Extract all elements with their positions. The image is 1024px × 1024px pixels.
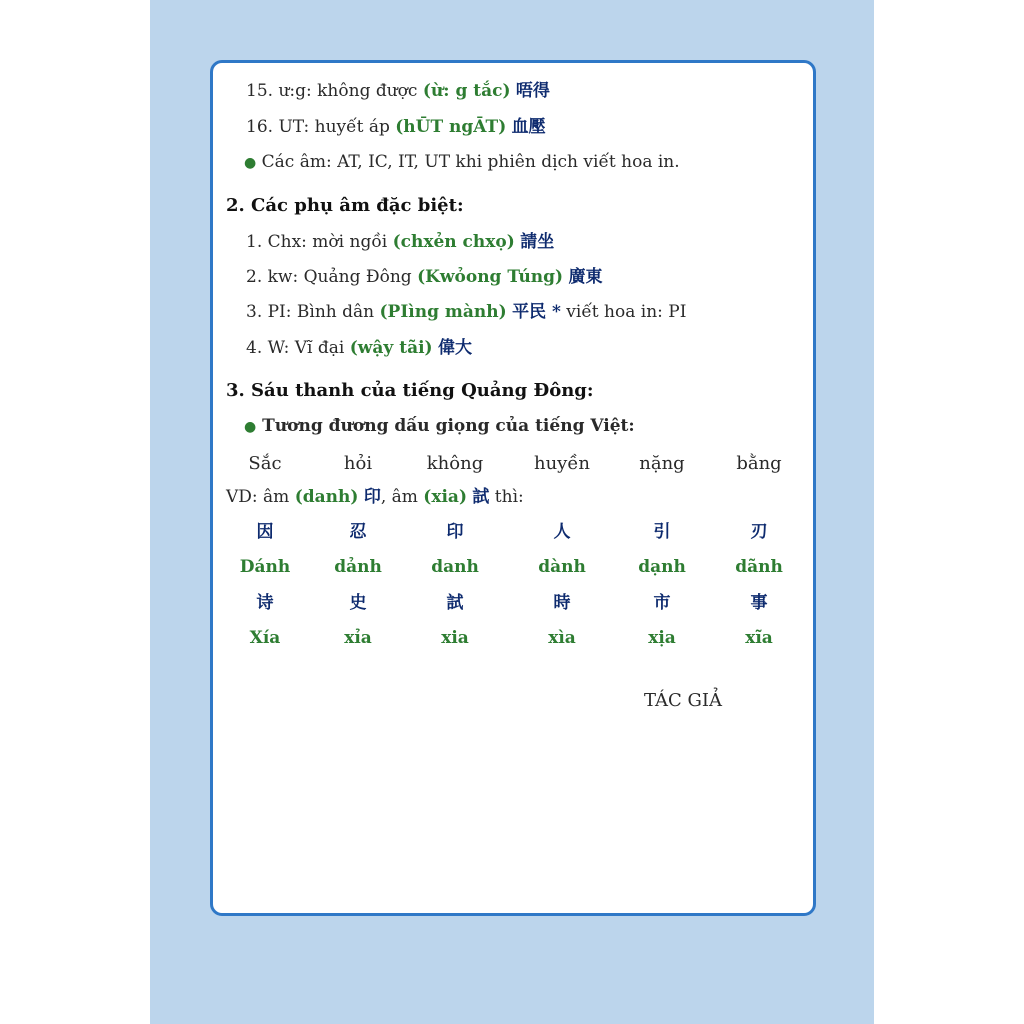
tone-romanization: xịa <box>648 628 676 648</box>
consonant-item-2 <box>246 266 603 288</box>
section-3-title: 3. Sáu thanh của tiếng Quảng Đông: <box>226 380 594 401</box>
example-line <box>226 486 524 508</box>
item-text: 4. W: Vĩ đại <box>246 338 350 358</box>
tone-char: 事 <box>750 593 768 613</box>
tone-name: Sắc <box>248 453 282 474</box>
tone-romanization: Dánh <box>239 557 291 577</box>
example-chinese: 試 <box>472 487 490 507</box>
vowel-item-15 <box>246 80 550 102</box>
consonant-item-4 <box>246 337 472 359</box>
tone-romanization: dành <box>538 557 586 577</box>
item-romanization: (Kwỏong Túng) <box>417 267 564 287</box>
tone-char: 引 <box>653 522 671 542</box>
bullet-icon: ● <box>244 419 257 435</box>
tone-char: 刃 <box>750 522 768 542</box>
item-text: 1. Chx: mời ngồi <box>246 232 393 252</box>
tone-char: 因 <box>256 522 274 542</box>
tone-romanization: dảnh <box>334 557 382 577</box>
tone-char: 試 <box>446 593 464 613</box>
tone-name: huyền <box>533 453 591 474</box>
tone-romanization: Xía <box>249 628 281 648</box>
tone-char: 時 <box>553 593 571 613</box>
tone-romanization: dãnh <box>735 557 783 577</box>
section-2-title: 2. Các phụ âm đặc biệt: <box>226 195 464 216</box>
tone-char: 诗 <box>256 593 274 613</box>
tone-romanization: xĩa <box>745 628 773 648</box>
item-chinese: 偉大 <box>438 338 472 358</box>
tone-romanization: xỉa <box>344 628 372 648</box>
example-romanization: (xia) <box>423 487 467 507</box>
item-romanization: (chxẻn chxọ) <box>392 232 515 252</box>
tone-char: 市 <box>653 593 671 613</box>
tone-romanization: xia <box>441 628 469 648</box>
item-romanization: (wậy tãi) <box>349 338 433 358</box>
consonant-item-3 <box>246 301 686 323</box>
item-chinese: 平民 * <box>512 302 561 322</box>
tone-char: 忍 <box>349 522 367 542</box>
vowel-item-16 <box>246 116 546 138</box>
item-text: 16. UT: huyết áp <box>246 117 396 137</box>
section-3-subtitle <box>244 415 635 438</box>
tone-char: 人 <box>553 522 571 542</box>
item-chinese: 唔得 <box>515 81 550 101</box>
item-text: 15. ư:g: không được <box>246 81 423 101</box>
item-text: 3. PI: Bình dân <box>246 302 380 322</box>
tone-romanization: danh <box>431 557 479 577</box>
item-chinese: 血壓 <box>511 117 546 137</box>
example-text: VD: âm <box>226 487 295 507</box>
tone-name: hỏi <box>343 453 373 474</box>
item-romanization: (ừ: g tắc) <box>422 81 511 101</box>
author-signature: TÁC GIẢ <box>644 690 723 711</box>
tone-romanization: dạnh <box>638 557 686 577</box>
example-text: thì: <box>489 487 524 507</box>
note-text: Các âm: AT, IC, IT, UT khi phiên dịch viết hoa in. <box>261 152 680 172</box>
tone-char: 印 <box>446 522 464 542</box>
tone-char: 史 <box>349 593 367 613</box>
tone-name: không <box>426 453 484 474</box>
item-chinese: 請坐 <box>520 232 555 252</box>
example-text: , âm <box>380 487 424 507</box>
example-romanization: (danh) <box>294 487 359 507</box>
vowel-note <box>244 151 680 174</box>
tone-romanization: xìa <box>548 628 576 648</box>
consonant-item-1 <box>246 231 554 253</box>
item-chinese: 廣東 <box>568 267 603 287</box>
tone-name: bằng <box>736 453 782 474</box>
item-note: viết hoa in: PI <box>560 302 687 322</box>
subtitle-text: Tương đương dấu giọng của tiếng Việt: <box>262 416 635 436</box>
item-romanization: (PIìng mành) <box>379 302 507 322</box>
example-chinese: 印 <box>363 487 381 507</box>
item-romanization: (hŪT ngĀT) <box>395 117 507 137</box>
tone-name: nặng <box>639 453 685 474</box>
item-text: 2. kw: Quảng Đông <box>246 267 418 287</box>
bullet-icon: ● <box>244 155 257 171</box>
